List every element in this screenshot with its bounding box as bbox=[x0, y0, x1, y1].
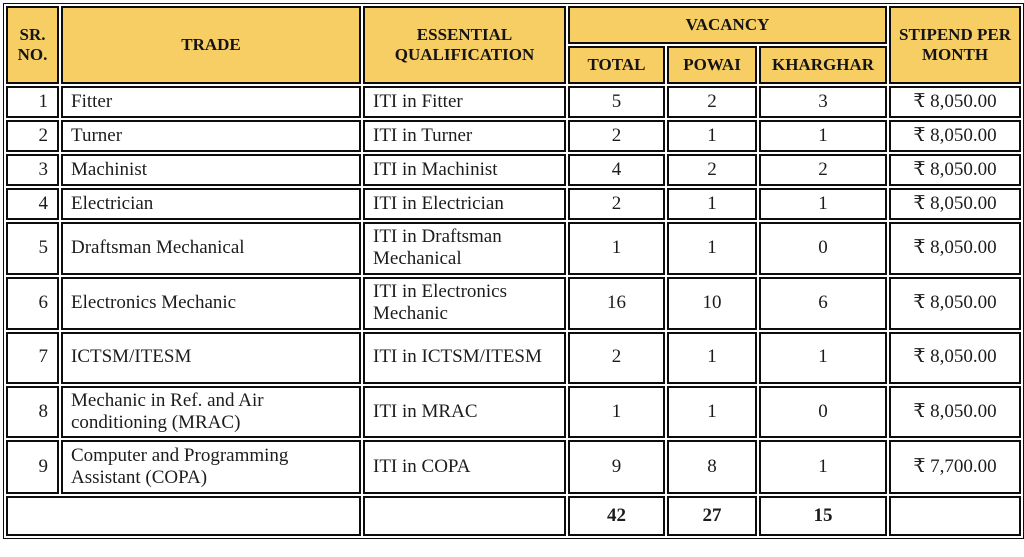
cell-stipend: ₹ 7,700.00 bbox=[889, 440, 1021, 494]
cell-kharghar: 0 bbox=[759, 386, 887, 439]
cell-trade: Computer and Programming Assistant (COPA) bbox=[61, 440, 361, 494]
cell-kharghar: 1 bbox=[759, 332, 887, 384]
cell-sr-no: 4 bbox=[6, 188, 59, 220]
cell-qualification: ITI in COPA bbox=[363, 440, 566, 494]
header-qualification: ESSENTIAL QUALIFICATION bbox=[363, 6, 566, 84]
cell-sr-no: 9 bbox=[6, 440, 59, 494]
header-row-top bbox=[6, 6, 1021, 44]
cell-sr-no: 8 bbox=[6, 386, 59, 439]
cell-qualification: ITI in MRAC bbox=[363, 386, 566, 439]
header-stipend: STIPEND PER MONTH bbox=[889, 6, 1021, 84]
cell-sr-no: 2 bbox=[6, 120, 59, 152]
cell-stipend: ₹ 8,050.00 bbox=[889, 386, 1021, 439]
cell-total: 9 bbox=[568, 440, 665, 494]
cell-total: 2 bbox=[568, 188, 665, 220]
totals-empty-qualification bbox=[363, 496, 566, 536]
cell-sr-no: 5 bbox=[6, 222, 59, 275]
cell-powai: 1 bbox=[667, 188, 757, 220]
cell-qualification: ITI in ICTSM/ITESM bbox=[363, 332, 566, 384]
totals-empty-stipend bbox=[889, 496, 1021, 536]
cell-kharghar: 3 bbox=[759, 86, 887, 118]
cell-kharghar: 1 bbox=[759, 188, 887, 220]
header-powai: POWAI bbox=[667, 46, 757, 84]
cell-powai: 2 bbox=[667, 86, 757, 118]
cell-powai: 2 bbox=[667, 154, 757, 186]
cell-trade: Turner bbox=[61, 120, 361, 152]
cell-kharghar: 0 bbox=[759, 222, 887, 275]
totals-powai: 27 bbox=[667, 496, 757, 536]
cell-stipend: ₹ 8,050.00 bbox=[889, 188, 1021, 220]
cell-powai: 10 bbox=[667, 277, 757, 330]
cell-total: 5 bbox=[568, 86, 665, 118]
table-row bbox=[6, 154, 1021, 186]
header-vacancy: VACANCY bbox=[568, 6, 887, 44]
cell-total: 4 bbox=[568, 154, 665, 186]
header-trade: TRADE bbox=[61, 6, 361, 84]
cell-trade: Electrician bbox=[61, 188, 361, 220]
cell-total: 2 bbox=[568, 332, 665, 384]
header-sr-no: SR. NO. bbox=[6, 6, 59, 84]
cell-total: 1 bbox=[568, 222, 665, 275]
totals-kharghar: 15 bbox=[759, 496, 887, 536]
cell-total: 16 bbox=[568, 277, 665, 330]
cell-kharghar: 1 bbox=[759, 440, 887, 494]
totals-empty-left bbox=[6, 496, 361, 536]
vacancy-table bbox=[3, 3, 1024, 539]
table-row bbox=[6, 86, 1021, 118]
cell-trade: ICTSM/ITESM bbox=[61, 332, 361, 384]
cell-trade: Mechanic in Ref. and Air conditioning (MRAC) bbox=[61, 386, 361, 439]
table-row bbox=[6, 277, 1021, 330]
cell-stipend: ₹ 8,050.00 bbox=[889, 332, 1021, 384]
cell-kharghar: 1 bbox=[759, 120, 887, 152]
cell-kharghar: 6 bbox=[759, 277, 887, 330]
header-total: TOTAL bbox=[568, 46, 665, 84]
cell-sr-no: 7 bbox=[6, 332, 59, 384]
cell-qualification: ITI in Electronics Mechanic bbox=[363, 277, 566, 330]
table-row bbox=[6, 222, 1021, 275]
cell-qualification: ITI in Fitter bbox=[363, 86, 566, 118]
cell-sr-no: 6 bbox=[6, 277, 59, 330]
cell-trade: Fitter bbox=[61, 86, 361, 118]
cell-total: 1 bbox=[568, 386, 665, 439]
cell-qualification: ITI in Turner bbox=[363, 120, 566, 152]
cell-stipend: ₹ 8,050.00 bbox=[889, 222, 1021, 275]
table-row bbox=[6, 188, 1021, 220]
cell-powai: 1 bbox=[667, 386, 757, 439]
cell-stipend: ₹ 8,050.00 bbox=[889, 277, 1021, 330]
cell-sr-no: 1 bbox=[6, 86, 59, 118]
cell-trade: Machinist bbox=[61, 154, 361, 186]
header-kharghar: KHARGHAR bbox=[759, 46, 887, 84]
cell-trade: Electronics Mechanic bbox=[61, 277, 361, 330]
cell-qualification: ITI in Machinist bbox=[363, 154, 566, 186]
cell-trade: Draftsman Mechanical bbox=[61, 222, 361, 275]
cell-qualification: ITI in Draftsman Mechanical bbox=[363, 222, 566, 275]
cell-powai: 1 bbox=[667, 120, 757, 152]
cell-powai: 1 bbox=[667, 332, 757, 384]
cell-stipend: ₹ 8,050.00 bbox=[889, 86, 1021, 118]
table-row bbox=[6, 440, 1021, 494]
cell-stipend: ₹ 8,050.00 bbox=[889, 120, 1021, 152]
table-row bbox=[6, 120, 1021, 152]
cell-qualification: ITI in Electrician bbox=[363, 188, 566, 220]
totals-row bbox=[6, 496, 1021, 536]
cell-powai: 8 bbox=[667, 440, 757, 494]
cell-total: 2 bbox=[568, 120, 665, 152]
cell-stipend: ₹ 8,050.00 bbox=[889, 154, 1021, 186]
table-row bbox=[6, 386, 1021, 439]
cell-powai: 1 bbox=[667, 222, 757, 275]
totals-total: 42 bbox=[568, 496, 665, 536]
table-row bbox=[6, 332, 1021, 384]
cell-sr-no: 3 bbox=[6, 154, 59, 186]
cell-kharghar: 2 bbox=[759, 154, 887, 186]
